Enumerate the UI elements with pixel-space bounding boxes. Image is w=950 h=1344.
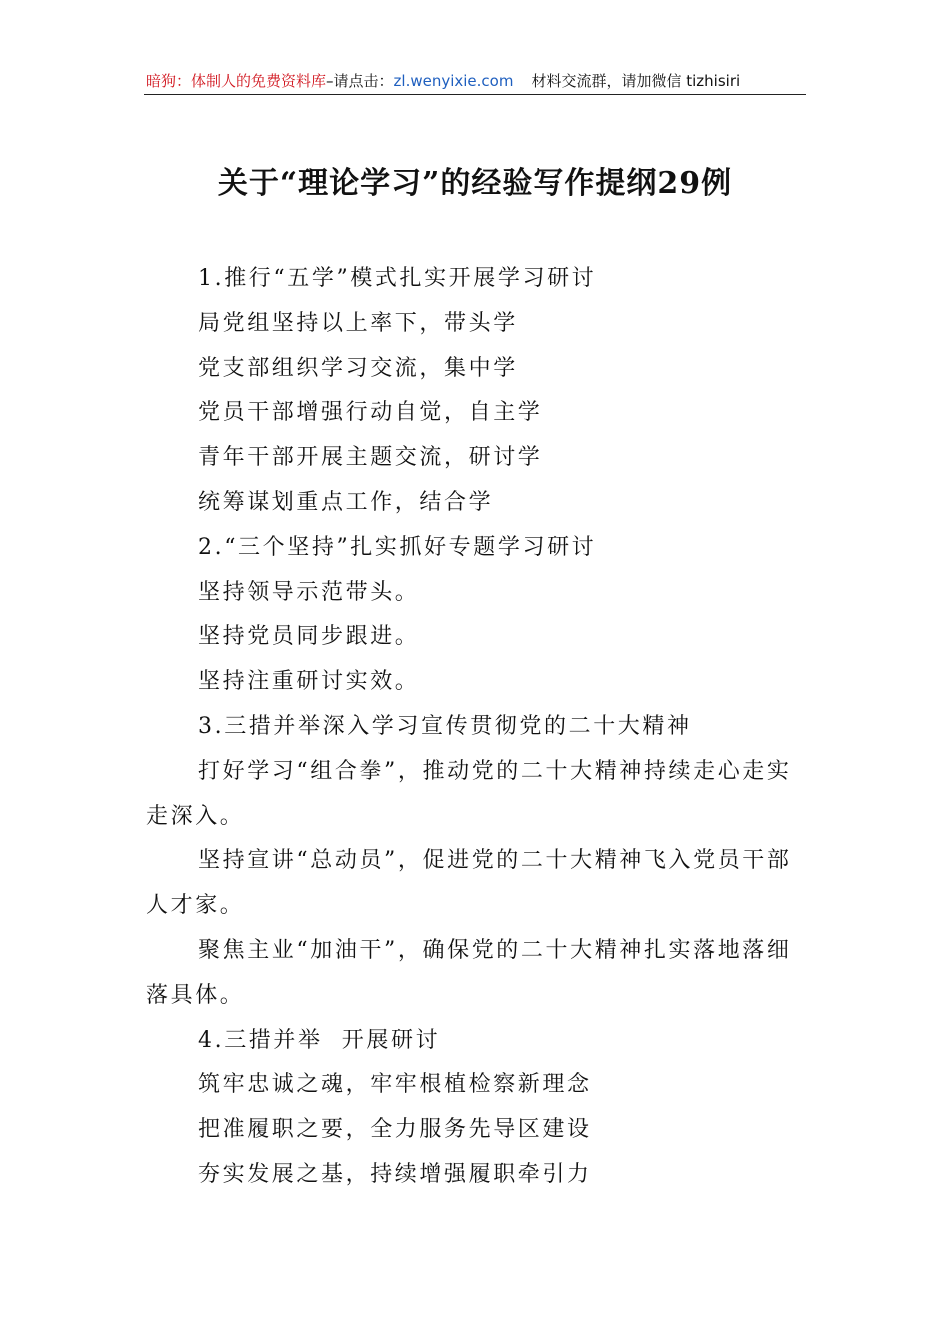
- paragraph: 党支部组织学习交流，集中学: [198, 355, 518, 381]
- paragraph: 2.“三个坚持”扎实抓好专题学习研讨: [198, 534, 597, 560]
- site-url-link[interactable]: zl.wenyixie.com: [393, 72, 514, 90]
- paragraph: 3.三措并举深入学习宣传贯彻党的二十大精神: [198, 713, 692, 739]
- click-prompt: –请点击：: [326, 72, 394, 90]
- paragraph: 坚持党员同步跟进。: [198, 624, 420, 650]
- paragraph: 坚持注重研讨实效。: [198, 669, 420, 695]
- paragraph: 筑牢忠诚之魂，牢牢根植检察新理念: [198, 1072, 592, 1098]
- brand-link[interactable]: 暗狗：体制人的免费资料库: [146, 72, 327, 90]
- header-banner: [146, 70, 806, 92]
- paragraph: 坚持领导示范带头。: [198, 579, 420, 605]
- document-body: [146, 257, 810, 1198]
- paragraph: 统筹谋划重点工作，结合学: [198, 489, 494, 515]
- paragraph: 坚持宣讲“总动员”，促进党的二十大精神飞入党员干部人才家。: [146, 848, 792, 919]
- paragraph: 打好学习“组合拳”，推动党的二十大精神持续走心走实走深入。: [146, 758, 792, 829]
- paragraph: 党员干部增强行动自觉，自主学: [198, 400, 543, 426]
- paragraph: 4.三措并举 开展研讨: [198, 1027, 441, 1053]
- paragraph: 夯实发展之基，持续增强履职牵引力: [198, 1161, 592, 1187]
- paragraph: 局党组坚持以上率下，带头学: [198, 310, 518, 336]
- document-title: 关于“理论学习”的经验写作提纲29例: [217, 166, 733, 201]
- paragraph: 把准履职之要，全力服务先导区建设: [198, 1117, 592, 1143]
- group-note: 材料交流群，请加微信 tizhisiri: [531, 72, 741, 90]
- header-divider: [144, 94, 806, 95]
- paragraph: 青年干部开展主题交流，研讨学: [198, 445, 543, 471]
- paragraph: 1.推行“五学”模式扎实开展学习研讨: [198, 266, 597, 291]
- paragraph: 聚焦主业“加油干”，确保党的二十大精神扎实落地落细落具体。: [146, 937, 792, 1008]
